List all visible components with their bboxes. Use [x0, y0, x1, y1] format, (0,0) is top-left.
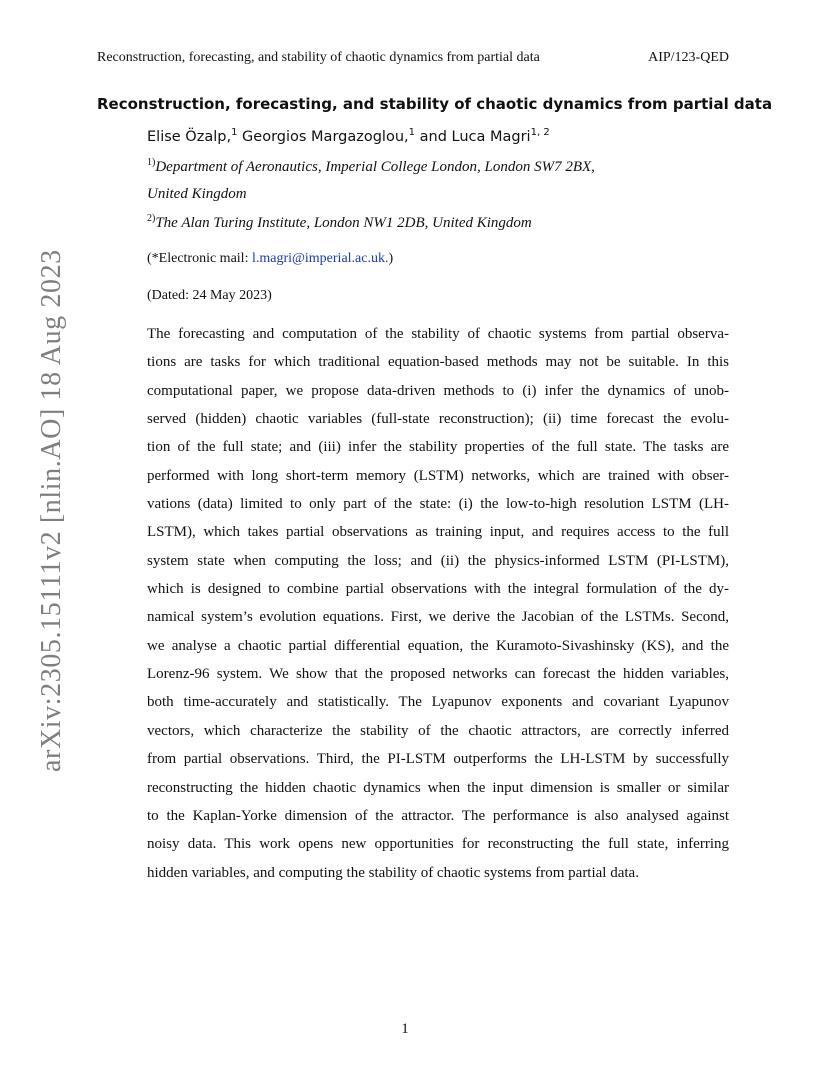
affiliation-1 [147, 157, 595, 176]
dated-line: (Dated: 24 May 2023) [147, 288, 272, 303]
abstract-line: computational paper, we propose data-driven methods to (i) infer the dynamics of unob- [147, 382, 729, 399]
abstract-line: noisy data. This work opens new opportunities for reconstructing the full state, inferring [147, 836, 729, 853]
abstract-line: from partial observations. Third, the PI-LSTM outperforms the LH-LSTM by successfully [147, 751, 729, 768]
abstract-line: LSTM), which takes partial observations as training input, and requires access to the full [147, 524, 729, 541]
email-prefix: (*Electronic mail: [147, 251, 252, 266]
email-line [147, 251, 393, 267]
affiliation-text: The Alan Turing Institute, London NW1 2DB, United Kingdom [155, 215, 532, 231]
journal-code: AIP/123-QED [648, 50, 729, 65]
abstract-line: Lorenz-96 system. We show that the proposed networks can forecast the hidden variables, [147, 666, 729, 683]
abstract-line: performed with long short-term memory (LSTM) networks, which are trained with obser- [147, 467, 729, 484]
abstract-line: reconstructing the hidden chaotic dynamics when the input dimension is smaller or similar [147, 779, 729, 796]
abstract-line: both time-accurately and statistically. The Lyapunov exponents and covariant Lyapunov [147, 694, 729, 711]
author-name: and Luca Magri [419, 129, 531, 145]
affiliation-mark: 2) [147, 213, 156, 224]
abstract-line: vectors, which characterize the stability of the chaotic attractors, are correctly inferred [147, 722, 729, 739]
abstract-line: namical system’s evolution equations. First, we derive the Jacobian of the LSTMs. Second, [147, 609, 729, 626]
page-number: 1 [401, 1021, 409, 1037]
author-name: Elise Özalp, [147, 129, 232, 145]
author-name: Georgios Margazoglou, [242, 129, 409, 145]
author-list [147, 127, 550, 145]
abstract-line: hidden variables, and computing the stability of chaotic systems from partial data. [147, 864, 639, 881]
paper-title: Reconstruction, forecasting, and stability of chaotic dynamics from partial data [97, 95, 773, 113]
abstract-line: we analyse a chaotic partial differential equation, the Kuramoto-Sivashinsky (KS), and the [147, 637, 729, 654]
abstract-line: tions are tasks for which traditional equation-based methods may not be suitable. In this [147, 354, 729, 371]
abstract-line: to the Kaplan-Yorke dimension of the attractor. The performance is also analysed against [147, 807, 729, 824]
affiliation-text: Department of Aeronautics, Imperial College London, London SW7 2BX, [155, 159, 595, 175]
affiliation-mark: 1) [147, 157, 156, 168]
abstract [147, 320, 729, 887]
abstract-line: system state when computing the loss; and (ii) the physics-informed LSTM (PI-LSTM), [147, 552, 729, 569]
author-affiliation-mark: 1 [408, 127, 416, 138]
abstract-line: which is designed to combine partial observations with the integral formulation of the dy- [147, 581, 729, 598]
email-suffix: ) [388, 251, 394, 266]
abstract-line: tion of the full state; and (iii) infer the stability properties of the full state. The tasks are [147, 439, 729, 456]
abstract-line: The forecasting and computation of the stability of chaotic systems from partial observa- [147, 326, 729, 342]
affiliation-1-continuation: United Kingdom [147, 186, 247, 202]
email-link[interactable]: l.magri@imperial.ac.uk. [251, 251, 389, 266]
running-title: Reconstruction, forecasting, and stability of chaotic dynamics from partial data [97, 50, 540, 65]
abstract-line: served (hidden) chaotic variables (full-state reconstruction); (ii) time forecast the evolu- [147, 411, 729, 428]
abstract-line: vations (data) limited to only part of the state: (i) the low-to-high resolution LSTM (LH- [147, 496, 729, 513]
running-header [97, 50, 729, 70]
affiliation-2 [147, 213, 532, 232]
author-affiliation-mark: 1 [231, 127, 238, 138]
author-affiliation-mark: 1, 2 [530, 127, 550, 138]
arxiv-stamp: arXiv:2305.15111v2 [nlin.AO] 18 Aug 2023 [36, 249, 67, 772]
